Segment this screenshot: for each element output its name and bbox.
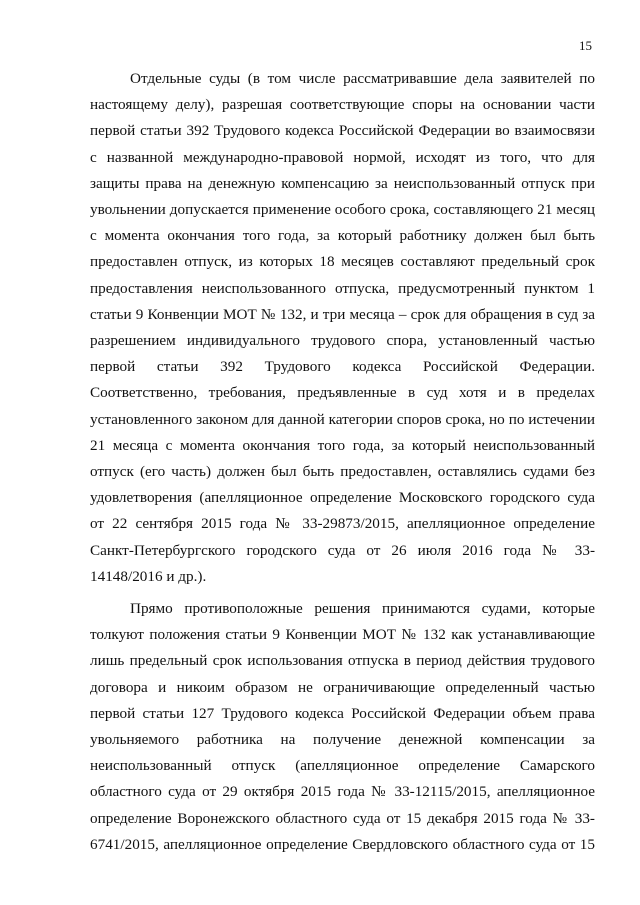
text-line: предоставления неиспользованного отпуска, предусмотренный пунктом 1 [90, 279, 595, 297]
text-line: 6741/2015, апелляционное определение Свердловского областного суда от 15 [90, 835, 595, 853]
text-line: установленного законом для данной категории споров срока, но по истечении [90, 410, 595, 428]
document-body [90, 66, 595, 858]
text-line: предоставлен отпуск, из которых 18 месяцев составляют предельный срок [90, 253, 595, 271]
text-line: 21 месяца с момента окончания того года, за который неиспользованный [90, 436, 595, 454]
text-line: настоящему делу), разрешая соответствующие споры на основании части [90, 96, 595, 114]
text-line: первой статьи 392 Трудового кодекса Российской Федерации. [90, 358, 595, 376]
text-line: с названной международно-правовой нормой, исходят из того, что для [90, 148, 595, 166]
text-line: Соответственно, требования, предъявленные в суд хотя и в пределах [90, 384, 595, 402]
text-line: 14148/2016 и др.). [90, 567, 207, 585]
text-line: от 22 сентября 2015 года № 33-29873/2015, апелляционное определение [90, 515, 595, 533]
text-line: лишь предельный срок использования отпуска в период действия трудового [90, 652, 595, 670]
text-line: первой статьи 127 Трудового кодекса Российской Федерации объем права [90, 704, 595, 722]
text-line: областного суда от 29 октября 2015 года № 33-12115/2015, апелляционное [90, 783, 595, 801]
text-line: Прямо противоположные решения принимаются судами, которые [130, 600, 595, 618]
text-line: неиспользованный отпуск (апелляционное определение Самарского [90, 757, 595, 775]
text-line: удовлетворения (апелляционное определение Московского городского суда [90, 489, 595, 507]
text-line: Отдельные суды (в том числе рассматривавшие дела заявителей по [130, 70, 595, 87]
page-number: 15 [579, 38, 592, 53]
text-line: определение Воронежского областного суда от 15 декабря 2015 года № 33- [90, 809, 595, 827]
paragraph-1 [90, 66, 595, 590]
text-line: первой статьи 392 Трудового кодекса Российской Федерации во взаимосвязи [90, 122, 595, 140]
text-line: статьи 9 Конвенции МОТ № 132, и три месяца – срок для обращения в суд за [90, 305, 595, 323]
text-line: увольняемого работника на получение денежной компенсации за [90, 731, 595, 749]
text-line: толкуют положения статьи 9 Конвенции МОТ № 132 как устанавливающие [90, 626, 595, 644]
text-line: отпуск (его часть) должен был быть предоставлен, оставлялись судами без [90, 463, 595, 481]
text-line: защиты права на денежную компенсацию за неиспользованный отпуск при [90, 174, 595, 192]
text-line: договора и никоим образом не ограничивающие определенный частью [90, 678, 595, 696]
paragraph-2 [90, 596, 595, 858]
text-line: с момента окончания того года, за который работнику должен был быть [90, 227, 595, 245]
text-line: Санкт-Петербургского городского суда от 26 июля 2016 года № 33- [90, 541, 595, 559]
text-line: разрешением индивидуального трудового спора, установленный частью [90, 332, 595, 350]
text-line: увольнении допускается применение особого срока, составляющего 21 месяц [90, 201, 595, 219]
